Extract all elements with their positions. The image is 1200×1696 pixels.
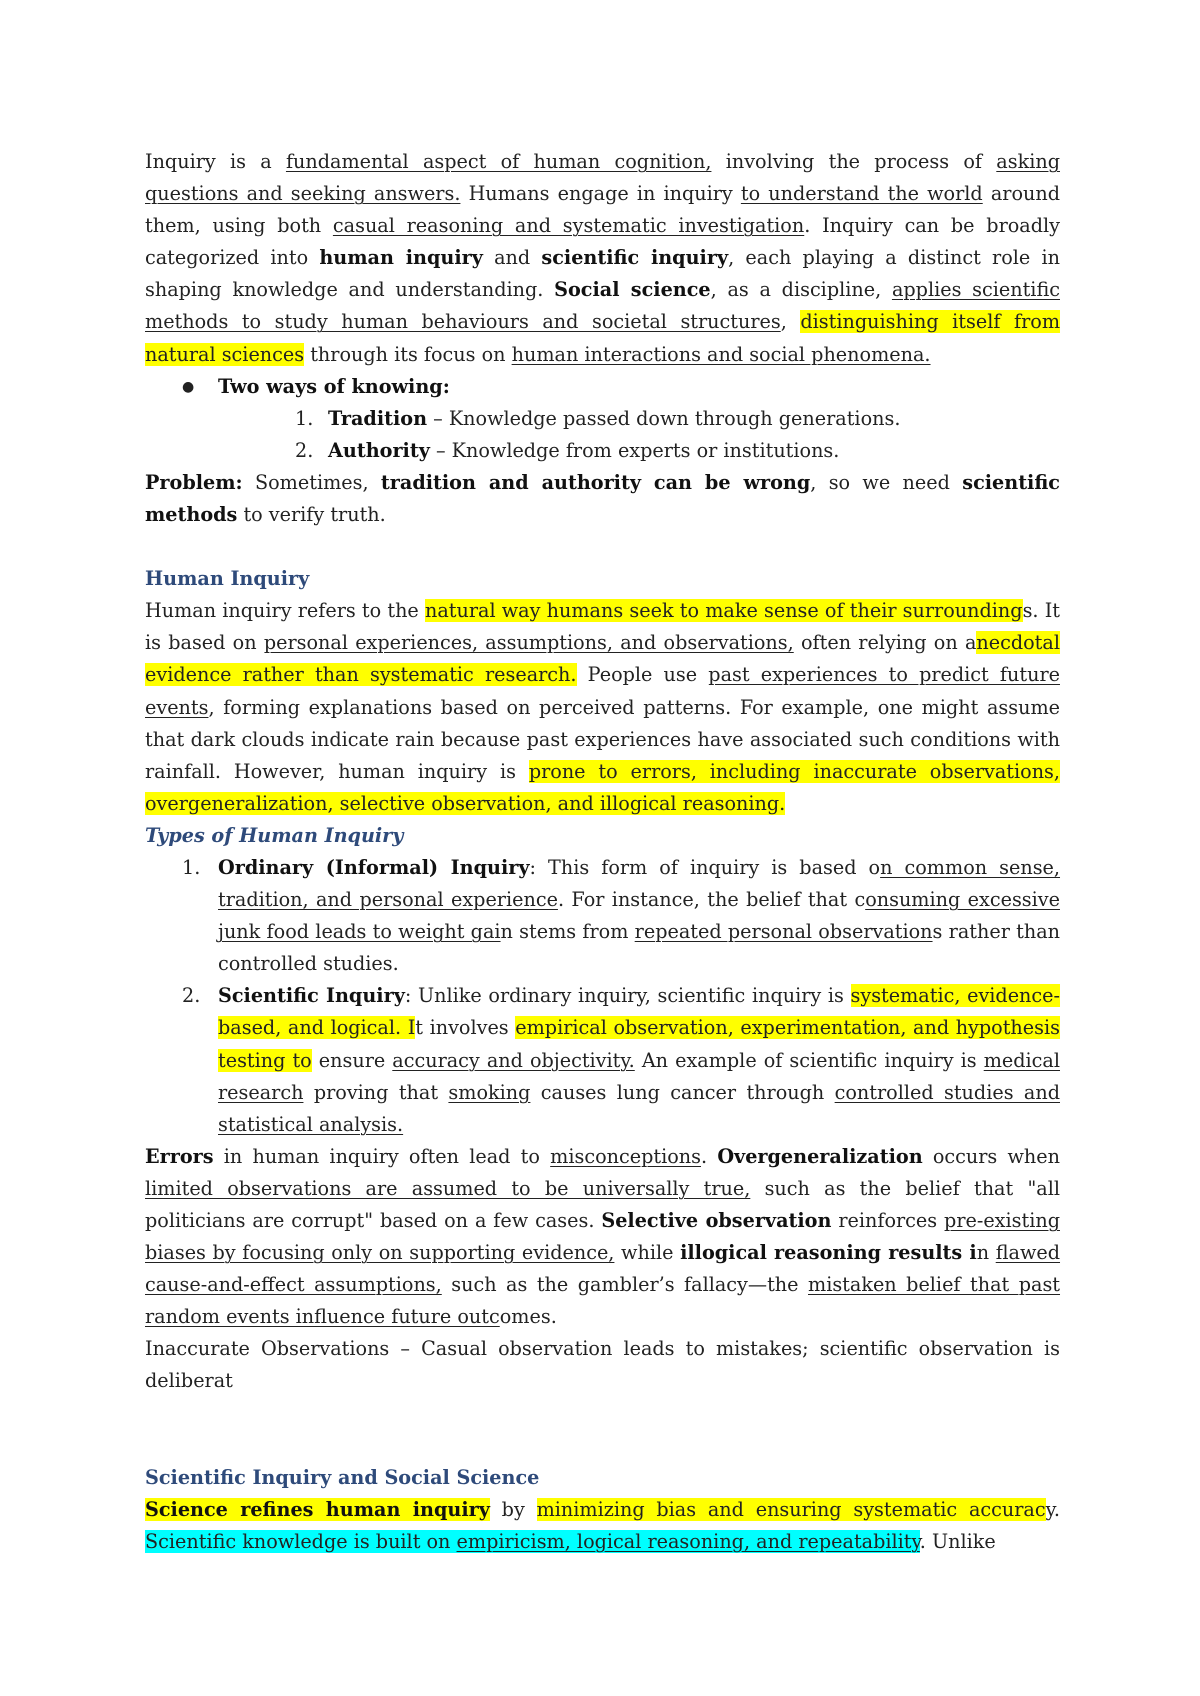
ways-numbered-list	[145, 403, 1060, 467]
ways-title: Two ways of knowing:	[218, 374, 450, 398]
section-heading: Scientific Inquiry and Social Science	[145, 1465, 540, 1489]
list-item: 2. Scientific Inquiry: Unlike ordinary inquiry, scientific inquiry is systematic, evidence-based, and logical. It involves empirical observation, experimentation, and hypothesis testing to ensure accuracy and objectivity. An example of scientific inquiry is medical research proving that smoking causes lung cancer through controlled studies and statistical analysis.	[182, 984, 1061, 1136]
science-paragraph: Science refines human inquiry by minimizing bias and ensuring systematic accuracy. Scientific knowledge is built on empiricism, logical reasoning, and repeatability. Unlike	[145, 1497, 1060, 1553]
errors-paragraph: Errors in human inquiry often lead to misconceptions. Overgeneralization occurs when limited observations are assumed to be universally true, such as the belief that "all politicians are corrupt" based on a few cases. Selective observation reinforces pre-existing biases by focusing only on supporting evidence, while illogical reasoning results in flawed cause-and-effect assumptions, such as the gambler’s fallacy—the mistaken belief that past random events influence future outcomes.	[145, 1144, 1061, 1329]
list-item: 1. Tradition – Knowledge passed down through generations.	[295, 406, 901, 430]
section-heading: Human Inquiry	[145, 567, 310, 591]
bullet-icon: ●	[182, 378, 195, 395]
intro-paragraph: Inquiry is a fundamental aspect of human cognition, involving the process of asking questions and seeking answers. Humans engage in inquiry to understand the world around them, using both casual reasoning and systematic investigation. Inquiry can be broadly categorized into human inquiry and scientific inquiry, each playing a distinct role in shaping knowledge and understanding. Social science, as a discipline, applies scientific methods to study human behaviours and societal structures, distinguishing itself from natural sciences through its focus on human interactions and social phenomena.	[145, 150, 1061, 366]
list-item: 1. Ordinary (Informal) Inquiry: This form of inquiry is based on common sense, tradition, and personal experience. For instance, the belief that consuming excessive junk food leads to weight gain stems from repeated personal observations rather than controlled studies.	[182, 855, 1061, 976]
types-list	[145, 852, 1060, 1141]
human-inquiry-paragraph: Human inquiry refers to the natural way humans seek to make sense of their surroundings. It is based on personal experiences, assumptions, and observations, often relying on anecdotal evidence rather than systematic research. People use past experiences to predict future events, forming explanations based on perceived patterns. For example, one might assume that dark clouds indicate rain because past experiences have associated such conditions with rainfall. However, human inquiry is prone to errors, including inaccurate observations, overgeneralization, selective observation, and illogical reasoning.	[145, 599, 1060, 815]
list-item: 2. Authority – Knowledge from experts or institutions.	[295, 438, 840, 462]
types-subheading: Types of Human Inquiry	[145, 823, 404, 847]
inaccurate-observations-paragraph: Inaccurate Observations – Casual observation leads to mistakes; scientific observation is deliberat	[145, 1337, 1060, 1393]
problem-paragraph: Problem: Sometimes, tradition and authority can be wrong, so we need scientific methods to verify truth.	[145, 470, 1060, 527]
ways-of-knowing-list	[145, 371, 1060, 403]
list-item	[145, 371, 1060, 403]
